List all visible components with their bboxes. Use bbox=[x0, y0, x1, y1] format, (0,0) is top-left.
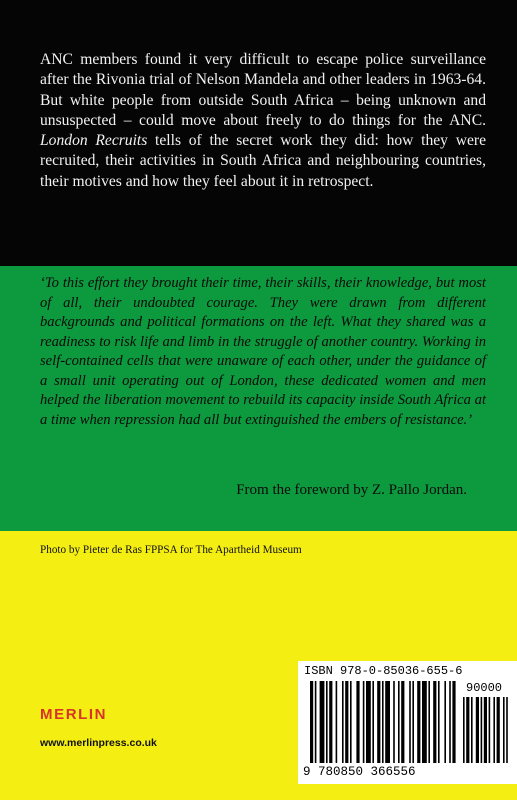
blurb-book-title: London Recruits bbox=[40, 132, 148, 150]
barcode-bar bbox=[345, 681, 348, 763]
barcode-addon-bar bbox=[489, 697, 491, 763]
barcode-addon-bar bbox=[484, 697, 487, 763]
publisher-logo: MERLIN bbox=[40, 706, 108, 723]
blurb-text-after: tells of the secret work they did: how they were recruited, their activities in South Africa and neighbouring countries, their motives and how they feel about it in retrospect. bbox=[40, 132, 486, 190]
barcode-addon-bar bbox=[503, 697, 505, 763]
barcode-digits: 9 780850 366556 bbox=[303, 765, 416, 779]
barcode-addon-bar bbox=[481, 697, 483, 763]
barcode-bar bbox=[449, 681, 451, 763]
barcode-bar bbox=[444, 681, 446, 763]
isbn-label: ISBN 978-0-85036-655-6 bbox=[304, 664, 463, 678]
barcode-bar bbox=[412, 681, 414, 763]
barcode-bar bbox=[377, 681, 380, 763]
barcode-addon-bar bbox=[476, 697, 479, 763]
barcode-box bbox=[298, 661, 517, 784]
barcode-addon-bar bbox=[506, 697, 508, 763]
foreword-quote: ‘To this effort they brought their time, their skills, their knowledge, but most of all, their undoubted courage. They were drawn from different backgrounds and political formations on the left. What they shared was a readiness to risk life and limb in the struggle of another country. Working in self-contained cells that were unaware of each other, under the guidance of a small unit operating out of London, these dedicated women and men helped the liberation movement to rebuild its capacity inside South Africa at a time when repression had all but extinguished the embers of resistance.’ bbox=[40, 275, 486, 428]
addon-code: 90000 bbox=[466, 681, 503, 695]
barcode-bar bbox=[422, 681, 427, 763]
barcode-bar bbox=[326, 681, 328, 763]
barcode-bar bbox=[310, 681, 313, 763]
barcode-bar bbox=[385, 681, 390, 763]
barcode-bar bbox=[401, 681, 404, 763]
barcode-bar bbox=[398, 681, 400, 763]
barcode-bar bbox=[342, 681, 344, 763]
barcode-bar bbox=[438, 681, 440, 763]
barcode-bar bbox=[433, 681, 436, 763]
barcode-bar bbox=[393, 681, 395, 763]
barcode-bar bbox=[320, 681, 325, 763]
blurb-paragraph bbox=[40, 50, 486, 192]
barcode-bar bbox=[372, 681, 374, 763]
barcode-bar bbox=[315, 681, 317, 763]
barcode-bar bbox=[350, 681, 352, 763]
barcode-bar bbox=[452, 681, 455, 763]
blurb-text-before: ANC members found it very difficult to escape police surveillance after the Rivonia trial of Nelson Mandela and other leaders in 1963-64. But white people from outside South Africa – being unknown and unsuspected – could move about freely to do things for the ANC. bbox=[40, 51, 486, 129]
barcode-bar bbox=[356, 681, 359, 763]
barcode-bar bbox=[409, 681, 411, 763]
barcode-addon-bar bbox=[463, 697, 465, 763]
barcode-addon-bar bbox=[493, 697, 495, 763]
barcode-bar bbox=[363, 681, 365, 763]
quote-attribution: From the foreword by Z. Pallo Jordan. bbox=[236, 482, 467, 498]
barcode-addon-bar bbox=[466, 697, 469, 763]
barcode-bar bbox=[329, 681, 332, 763]
barcode-bar bbox=[382, 681, 384, 763]
barcode-bar bbox=[366, 681, 371, 763]
barcode-bar bbox=[417, 681, 420, 763]
barcode-bar bbox=[336, 681, 338, 763]
barcode-bar bbox=[428, 681, 430, 763]
barcode-addon-bar bbox=[471, 697, 473, 763]
photo-credit: Photo by Pieter de Ras FPPSA for The Apartheid Museum bbox=[40, 544, 302, 556]
publisher-website: www.merlinpress.co.uk bbox=[40, 737, 157, 749]
barcode-addon-bar bbox=[497, 697, 500, 763]
